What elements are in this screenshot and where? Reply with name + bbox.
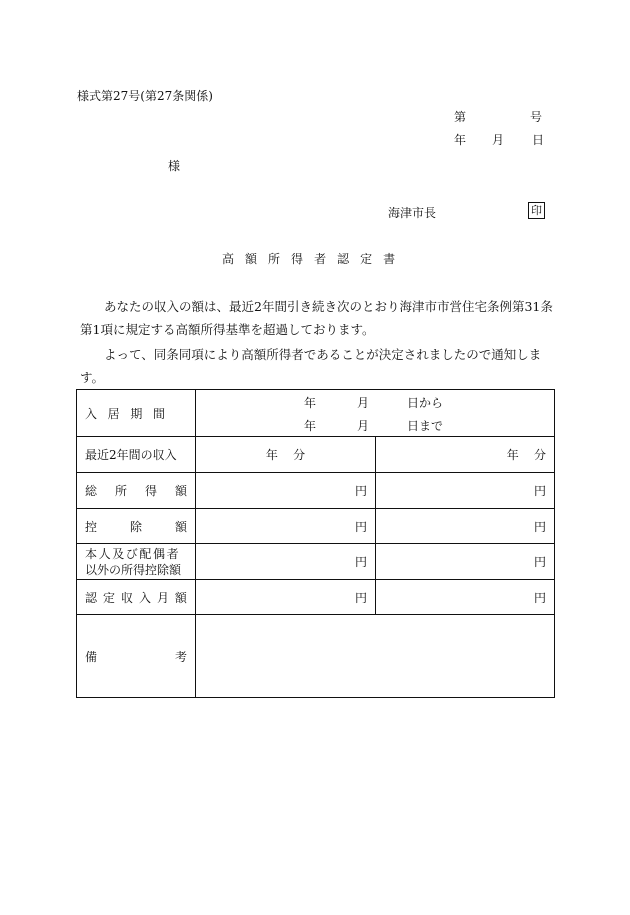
certified-income-label xyxy=(77,580,196,615)
period-start xyxy=(196,390,554,413)
label-char: 収 xyxy=(120,590,133,605)
remarks-label xyxy=(77,615,196,698)
period-end xyxy=(196,413,554,436)
period-end-year: 年 xyxy=(304,419,317,433)
deduction-year-2[interactable]: 円 xyxy=(376,509,555,544)
label-char: 所 xyxy=(114,484,127,498)
other-deduction-row xyxy=(77,544,555,580)
period-end-day: 日まで xyxy=(407,419,444,433)
certified-income-row xyxy=(77,580,555,615)
other-deduction-year-2[interactable]: 円 xyxy=(376,544,555,580)
label-char: 額 xyxy=(174,484,187,498)
label-char: 額 xyxy=(174,590,187,605)
title-char: 者 xyxy=(314,252,338,266)
label-char: 得 xyxy=(144,484,157,498)
label-char: 入 xyxy=(138,590,151,605)
title-char: 得 xyxy=(291,252,315,266)
date-day-label: 日 xyxy=(532,133,545,147)
label-char: 月 xyxy=(156,590,169,605)
label-char: 居 xyxy=(107,406,120,421)
income-year-1[interactable] xyxy=(196,437,376,473)
title-char: 定 xyxy=(360,252,384,266)
certification-table xyxy=(76,389,555,698)
deduction-year-1[interactable]: 円 xyxy=(196,509,376,544)
title-char: 額 xyxy=(245,252,269,266)
label-char: 除 xyxy=(129,519,142,534)
label-char: 期 xyxy=(130,406,143,421)
issuer-name: 海津市長 xyxy=(388,206,437,220)
deduction-label xyxy=(77,509,196,544)
label-char: 控 xyxy=(85,519,98,534)
label-line: 以外の所得控除額 xyxy=(85,562,182,577)
label-char: 額 xyxy=(174,519,187,534)
portion-label: 分 xyxy=(293,448,306,462)
title-char: 認 xyxy=(337,252,361,266)
income-2years-label: 最近2年間の収入 xyxy=(77,437,196,473)
income-year-2[interactable] xyxy=(376,437,555,473)
deduction-row xyxy=(77,509,555,544)
period-end-month: 月 xyxy=(357,419,370,433)
remarks-value[interactable] xyxy=(196,615,555,698)
seal-stamp: 印 xyxy=(528,202,545,219)
label-char: 間 xyxy=(152,406,165,421)
label-char: 定 xyxy=(102,590,115,605)
label-char: 考 xyxy=(174,649,187,664)
label-line: 本人及び配偶者 xyxy=(85,546,181,561)
body-paragraph-2: よって、同条同項により高額所得者であることが決定されましたので通知します。 xyxy=(80,347,542,385)
title-char: 書 xyxy=(383,252,407,266)
date-year-label: 年 xyxy=(454,133,467,147)
addressee-suffix: 様 xyxy=(168,159,181,173)
year-label: 年 xyxy=(506,448,519,462)
form-number: 様式第27号(第27条関係) xyxy=(77,89,213,103)
total-income-row xyxy=(77,473,555,509)
year-label: 年 xyxy=(265,448,278,462)
period-start-month: 月 xyxy=(357,396,370,410)
certified-income-year-1[interactable]: 円 xyxy=(196,580,376,615)
other-deduction-label xyxy=(77,544,196,580)
portion-label: 分 xyxy=(533,448,546,462)
residence-period-label xyxy=(77,390,196,437)
doc-number-suffix: 号 xyxy=(530,110,543,124)
total-income-year-2[interactable]: 円 xyxy=(376,473,555,509)
doc-number-prefix: 第 xyxy=(454,110,467,124)
total-income-label xyxy=(77,473,196,509)
period-start-year: 年 xyxy=(304,396,317,410)
label-char: 認 xyxy=(85,590,98,605)
period-start-day: 日から xyxy=(407,396,444,410)
document-title xyxy=(222,250,406,267)
residence-period-value[interactable] xyxy=(196,390,555,437)
other-deduction-year-1[interactable]: 円 xyxy=(196,544,376,580)
body-paragraph-1: あなたの収入の額は、最近2年間引き続き次のとおり海津市市営住宅条例第31条第1項に規定する高額所得基準を超過しております。 xyxy=(80,299,553,337)
remarks-row xyxy=(77,615,555,698)
label-char: 備 xyxy=(85,649,98,664)
label-char: 総 xyxy=(85,484,98,498)
certified-income-year-2[interactable]: 円 xyxy=(376,580,555,615)
residence-period-row xyxy=(77,390,555,437)
date-month-label: 月 xyxy=(492,133,505,147)
title-char: 高 xyxy=(222,252,246,266)
title-char: 所 xyxy=(268,252,292,266)
income-2years-row xyxy=(77,437,555,473)
label-char: 入 xyxy=(85,406,98,421)
total-income-year-1[interactable]: 円 xyxy=(196,473,376,509)
